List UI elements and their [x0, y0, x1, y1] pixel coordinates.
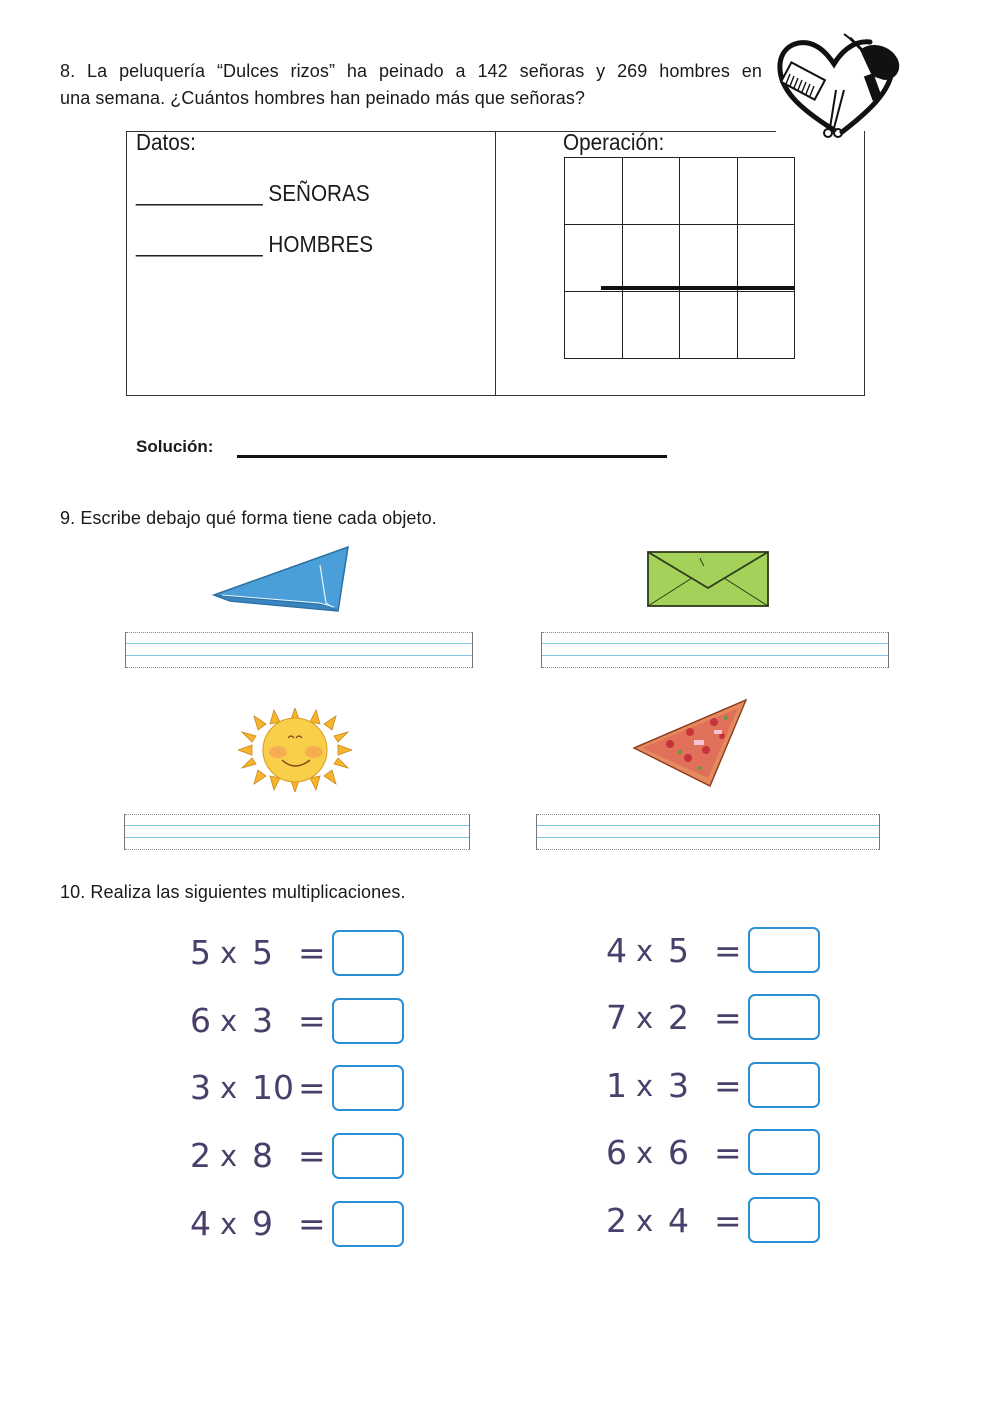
- answer-box[interactable]: [332, 930, 404, 976]
- equals-sign: =: [298, 1068, 326, 1107]
- grid-cell[interactable]: [565, 225, 623, 292]
- factor-b: 10: [252, 1068, 294, 1107]
- folded-napkin-triangle-icon: [210, 545, 350, 613]
- solution-label: Solución:: [136, 437, 214, 456]
- factor-a: 1: [606, 1066, 627, 1105]
- grid-cell[interactable]: [680, 158, 738, 225]
- operation-subtraction-bar: [601, 286, 795, 290]
- times-symbol: x: [636, 1069, 654, 1103]
- answer-box[interactable]: [748, 1062, 820, 1108]
- factor-b: 4: [668, 1201, 689, 1240]
- factor-a: 2: [190, 1136, 211, 1175]
- grid-cell[interactable]: [622, 292, 680, 359]
- operacion-label: Operación:: [563, 129, 665, 155]
- equals-sign: =: [714, 998, 742, 1037]
- grid-cell[interactable]: [680, 292, 738, 359]
- answer-box[interactable]: [332, 1133, 404, 1179]
- datos-label: Datos:: [136, 129, 196, 155]
- grid-cell[interactable]: [565, 292, 623, 359]
- times-symbol: x: [220, 936, 238, 970]
- senoras-data-line: [136, 180, 370, 207]
- factor-a: 2: [606, 1201, 627, 1240]
- hombres-label: HOMBRES: [268, 231, 374, 257]
- pizza-answer-lines[interactable]: [536, 814, 880, 850]
- data-box-divider: [495, 131, 496, 395]
- answer-box[interactable]: [332, 1065, 404, 1111]
- factor-b: 6: [668, 1133, 689, 1172]
- solution-answer-line[interactable]: [237, 455, 667, 458]
- senoras-label: SEÑORAS: [268, 180, 370, 206]
- factor-b: 5: [668, 931, 689, 970]
- hombres-blank[interactable]: ___________: [136, 231, 263, 257]
- sun-answer-lines[interactable]: [124, 814, 470, 850]
- grid-cell[interactable]: [622, 158, 680, 225]
- operation-grid: [564, 157, 795, 359]
- times-symbol: x: [636, 934, 654, 968]
- factor-a: 4: [606, 931, 627, 970]
- grid-cell[interactable]: [737, 158, 795, 225]
- factor-b: 5: [252, 933, 273, 972]
- napkin-answer-lines[interactable]: [125, 632, 473, 668]
- equals-sign: =: [298, 1204, 326, 1243]
- question-8-line-2: una semana. ¿Cuántos hombres han peinado más que señoras?: [60, 88, 586, 108]
- equals-sign: =: [298, 933, 326, 972]
- senoras-blank[interactable]: ___________: [136, 180, 263, 206]
- question-8-text: [60, 58, 762, 112]
- question-8-line-1: 8. La peluquería “Dulces rizos” ha peinado a 142 señoras y 269 hombres en: [60, 61, 762, 81]
- factor-a: 7: [606, 998, 627, 1037]
- equals-sign: =: [298, 1136, 326, 1175]
- factor-b: 9: [252, 1204, 273, 1243]
- equals-sign: =: [714, 1201, 742, 1240]
- hombres-data-line: [136, 231, 373, 258]
- times-symbol: x: [220, 1004, 238, 1038]
- factor-a: 4: [190, 1204, 211, 1243]
- factor-a: 5: [190, 933, 211, 972]
- envelope-answer-lines[interactable]: [541, 632, 889, 668]
- factor-a: 6: [190, 1001, 211, 1040]
- factor-a: 3: [190, 1068, 211, 1107]
- factor-a: 6: [606, 1133, 627, 1172]
- grid-cell[interactable]: [680, 225, 738, 292]
- times-symbol: x: [636, 1136, 654, 1170]
- hairdresser-heart-icon: [772, 30, 912, 142]
- equals-sign: =: [714, 1133, 742, 1172]
- times-symbol: x: [220, 1139, 238, 1173]
- pizza-slice-triangle-icon: [630, 698, 748, 788]
- factor-b: 3: [252, 1001, 273, 1040]
- answer-box[interactable]: [748, 1129, 820, 1175]
- times-symbol: x: [636, 1001, 654, 1035]
- grid-cell[interactable]: [737, 292, 795, 359]
- answer-box[interactable]: [748, 994, 820, 1040]
- equals-sign: =: [298, 1001, 326, 1040]
- factor-b: 3: [668, 1066, 689, 1105]
- answer-box[interactable]: [332, 1201, 404, 1247]
- equals-sign: =: [714, 1066, 742, 1105]
- factor-b: 2: [668, 998, 689, 1037]
- envelope-rectangle-icon: [646, 548, 770, 608]
- sun-circle-icon: [238, 708, 352, 792]
- answer-box[interactable]: [748, 927, 820, 973]
- equals-sign: =: [714, 931, 742, 970]
- grid-cell[interactable]: [737, 225, 795, 292]
- answer-box[interactable]: [332, 998, 404, 1044]
- times-symbol: x: [220, 1071, 238, 1105]
- grid-cell[interactable]: [622, 225, 680, 292]
- times-symbol: x: [220, 1207, 238, 1241]
- times-symbol: x: [636, 1204, 654, 1238]
- grid-cell[interactable]: [565, 158, 623, 225]
- answer-box[interactable]: [748, 1197, 820, 1243]
- question-10-text: 10. Realiza las siguientes multiplicaciones.: [60, 882, 406, 902]
- factor-b: 8: [252, 1136, 273, 1175]
- question-9-text: 9. Escribe debajo qué forma tiene cada objeto.: [60, 508, 437, 528]
